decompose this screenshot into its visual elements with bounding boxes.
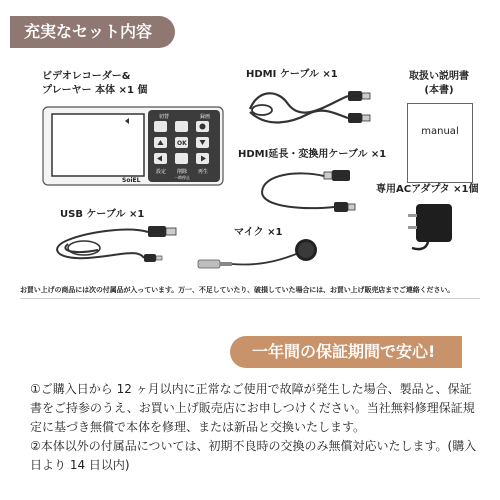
key-label-play: 再生	[198, 169, 209, 175]
recorder-device-illustration	[42, 106, 224, 190]
device-brand-logo: SoiEL	[122, 177, 141, 184]
accessories-note: お買い上げの商品には次の付属品が入っています。万一、不足していたり、破損していた場合には、お買い上げ販売店までご連絡ください。	[20, 286, 455, 294]
ac-adapter-illustration	[398, 200, 458, 262]
hdmi-cable-illustration	[248, 84, 373, 134]
key-label-ok: OK	[177, 140, 187, 147]
usb-cable-label: USB ケーブル ×1	[60, 209, 145, 220]
manual-booklet-illustration	[407, 103, 473, 183]
warranty-text	[30, 380, 480, 475]
section-header-warranty	[230, 336, 462, 368]
key-label-record: 録画	[200, 114, 211, 120]
manual-label: 取扱い説明書 (本書)	[409, 71, 469, 96]
key-label-pause: 一時停止	[174, 175, 190, 180]
recorder-label: ビデオレコーダー& プレーヤー 本体 ×1 個	[42, 71, 148, 96]
usb-cable-illustration	[48, 222, 180, 274]
hdmi-extension-cable-label: HDMI延長・変換用ケーブル ×1	[238, 149, 387, 160]
section-header-text: 充実なセット内容	[24, 22, 153, 41]
key-label-settings: 設定	[156, 169, 167, 175]
hdmi-cable-label: HDMI ケーブル ×1	[246, 69, 338, 80]
key-label-delete: 削除	[177, 169, 188, 175]
warranty-header-text: 一年間の保証期間で安心!	[252, 342, 436, 361]
microphone-illustration	[196, 236, 326, 280]
divider	[20, 298, 480, 299]
ac-adapter-label: 専用ACアダプタ ×1個	[376, 184, 479, 195]
section-header-set-contents	[10, 16, 175, 48]
warranty-paragraph-1: ①ご購入日から 12 ヶ月以内に正常なご使用で故障が発生した場合、製品と、保証書をご持参のうえ、お買い上げ販売店にお申しつけください。当社無料修理保証規定に基づき無償で本体を修理、または新品と交換いたします。	[30, 382, 475, 434]
hdmi-extension-cable-illustration	[258, 168, 358, 222]
key-label-switch: 切替	[159, 114, 170, 120]
warranty-paragraph-2: ②本体以外の付属品については、初期不良時の交換のみ無償対応いたします。(購入日より 14 日以内)	[30, 439, 477, 472]
manual-booklet-text: manual	[421, 126, 459, 137]
microphone-label: マイク ×1	[234, 227, 283, 238]
